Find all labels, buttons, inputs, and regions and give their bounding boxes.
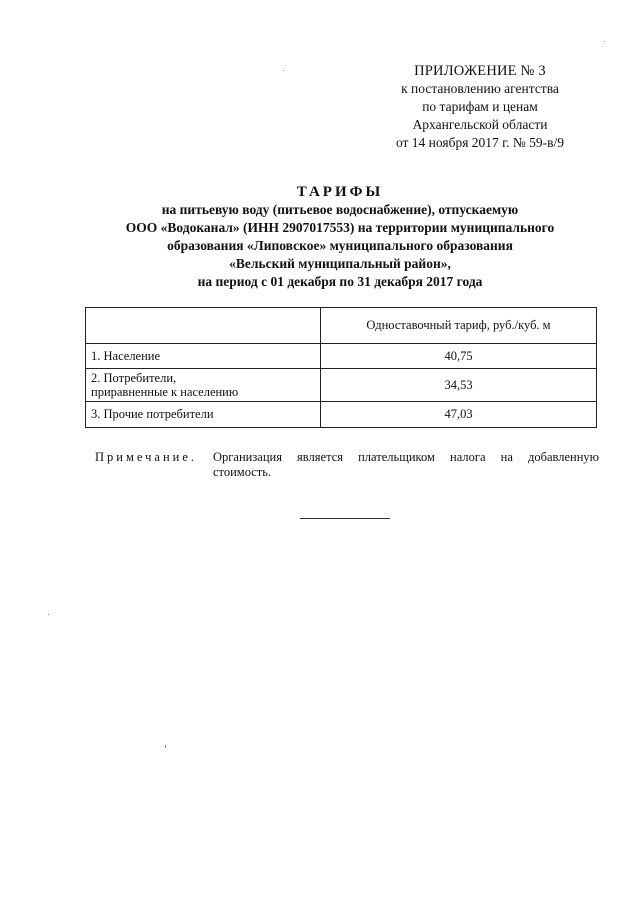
row-name — [86, 344, 321, 369]
table-row — [86, 369, 597, 402]
appendix-line: к постановлению агентства — [401, 81, 559, 96]
appendix-line: от 14 ноября 2017 г. № 59-в/9 — [395, 135, 565, 150]
appendix-line: по тарифам и ценам — [422, 99, 538, 114]
title-line: на период с 01 декабря по 31 декабря 2017 года — [197, 274, 483, 289]
document-title — [40, 183, 640, 291]
row-name — [86, 402, 321, 428]
scan-speck — [283, 70, 284, 71]
note-text: Организация является плательщиком налога на добавленную стоимость. — [213, 450, 599, 479]
header-cell-name — [86, 308, 321, 344]
row-name — [86, 369, 321, 402]
appendix-heading: ПРИЛОЖЕНИЕ № 3 — [414, 63, 546, 79]
title-line: «Вельский муниципальный район», — [229, 256, 451, 271]
row-value: 40,75 — [321, 344, 597, 369]
row-name-text: 1. Население — [91, 348, 161, 363]
row-name-text: 3. Прочие потребители — [91, 407, 214, 421]
table-row — [86, 344, 597, 369]
title-line: ООО «Водоканал» (ИНН 2907017553) на территории муниципального — [125, 220, 555, 235]
table-header-row — [86, 308, 597, 344]
row-value: 34,53 — [321, 369, 597, 402]
title-line: образования «Липовское» муниципального образования — [167, 238, 513, 253]
scan-speck — [165, 745, 166, 748]
scan-speck — [604, 41, 605, 42]
row-name-text-line2: приравненные к населению — [91, 385, 239, 399]
closing-rule — [300, 518, 390, 519]
title-word: ТАРИФЫ — [296, 184, 384, 200]
note-label: Примечание. — [95, 450, 198, 464]
appendix-line: Архангельской области — [412, 117, 548, 132]
table-row — [86, 402, 597, 428]
appendix-header — [360, 62, 600, 152]
scan-speck — [48, 614, 49, 615]
row-value: 47,03 — [321, 402, 597, 428]
row-name-text: 2. Потребители, — [91, 371, 177, 385]
header-cell-tariff: Одноставочный тариф, руб./куб. м — [321, 308, 597, 344]
title-line: на питьевую воду (питьевое водоснабжение), отпускаемую — [161, 202, 519, 217]
tariff-table — [85, 307, 597, 428]
